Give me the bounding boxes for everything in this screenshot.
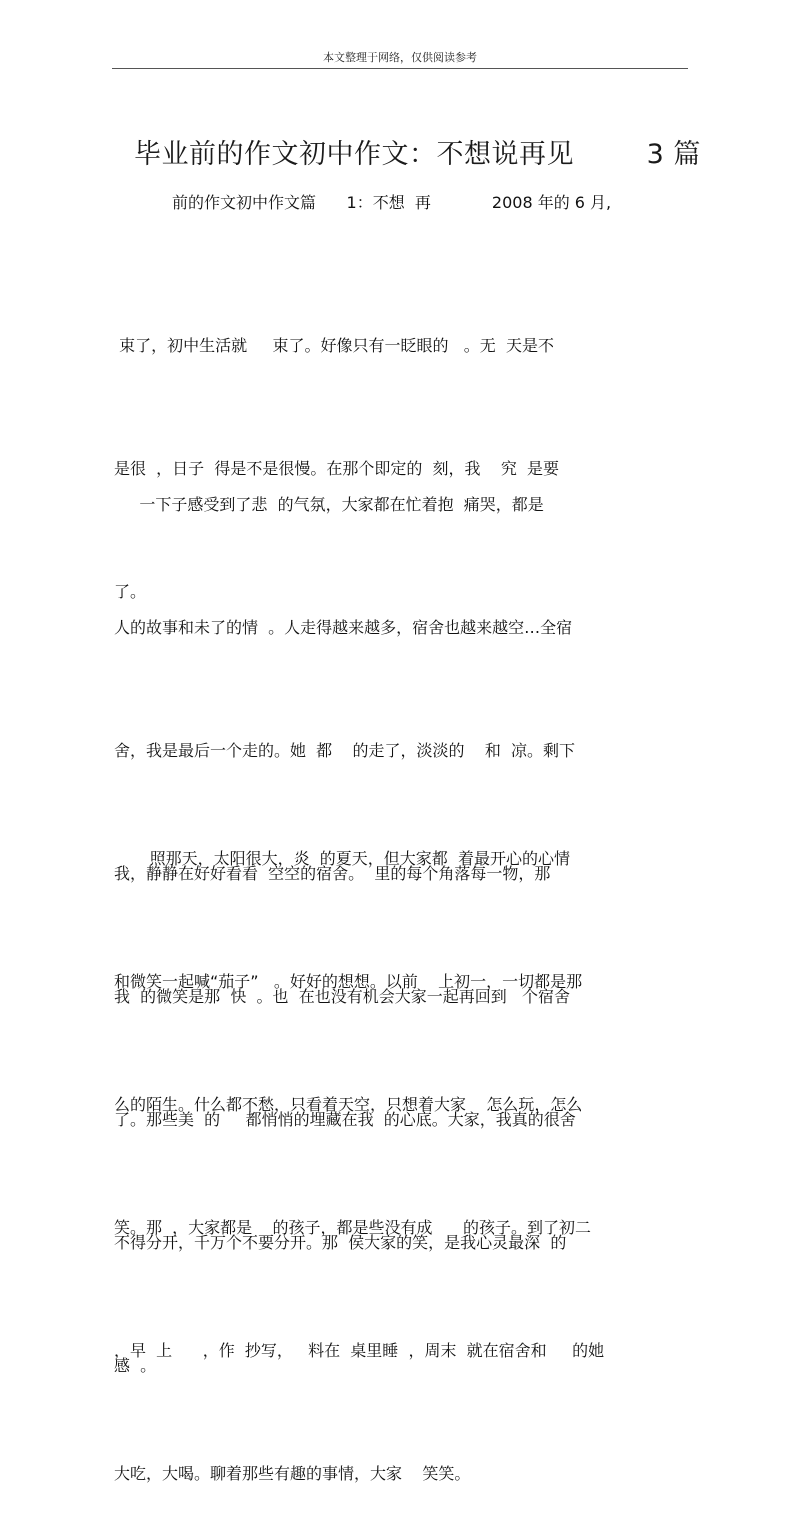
paragraph-line: 我 的微笑是那 快 。也 在也没有机会大家一起再回到 个宿舍 [114,987,570,1006]
paragraph-line: 照那天，太阳很大，炎 的夏天，但大家都 着最开心的心情 [114,849,570,868]
document-subtitle: 前的作文初中作文篇 1：不想 再 2008 年的 6 月, [172,193,612,212]
paragraph-line: 舍，我是最后一个走的。她 都 的走了，淡淡的 和 凉。剩下 [114,741,576,760]
paragraph-line: 么的陌生。什么都不愁，只看着天空，只想着大家 怎么玩，怎么 [114,1095,583,1114]
header-divider [112,68,688,69]
paragraph-line: 束了，初中生活就 束了。好像只有一眨眼的 。无 天是不 [114,336,554,355]
paragraph-line: 人的故事和未了的情 。人走得越来越多，宿舍也越来越空…全宿 [114,618,573,637]
paragraph-3 [114,756,694,1535]
page-header-note: 本文整理于网络，仅供阅读参考 [323,51,477,64]
paragraph-line: 了。那些美 的 都悄悄的埋藏在我 的心底。大家，我真的很舍 [114,1110,576,1129]
paragraph-line: 了。 [114,582,147,601]
paragraph-line: 一下子感受到了悲 的气氛，大家都在忙着抱 痛哭，都是 [114,495,544,514]
paragraph-line: 是很 ，日子 得是不是很慢。在那个即定的 刻，我 究 是要 [114,459,560,478]
paragraph-line: 和微笑一起喊“茄子” 。好好的想想。以前 上初一，一切都是那 [114,972,583,991]
document-title: 毕业前的作文初中作文：不想说再见 3 篇 [134,139,701,170]
paragraph-line: 笑。那 ，大家都是 的孩子，都是些没有成 的孩子。到了初二 [114,1218,592,1237]
paragraph-line: 感 。 [114,1356,157,1375]
paragraph-line: ，早 上 ，作 抄写， 料在 桌里睡 ，周末 就在宿舍和 的她 [114,1341,605,1360]
paragraph-line: 大吃，大喝。聊着那些有趣的事情，大家 笑笑。 [114,1464,471,1483]
paragraph-line: 不得分开，千万个不要分开。那 侯大家的笑，是我心灵最深 的 [114,1233,567,1252]
paragraph-line: 我，静静在好好看看 空空的宿舍。 里的每个角落每一物，那 [114,864,551,883]
